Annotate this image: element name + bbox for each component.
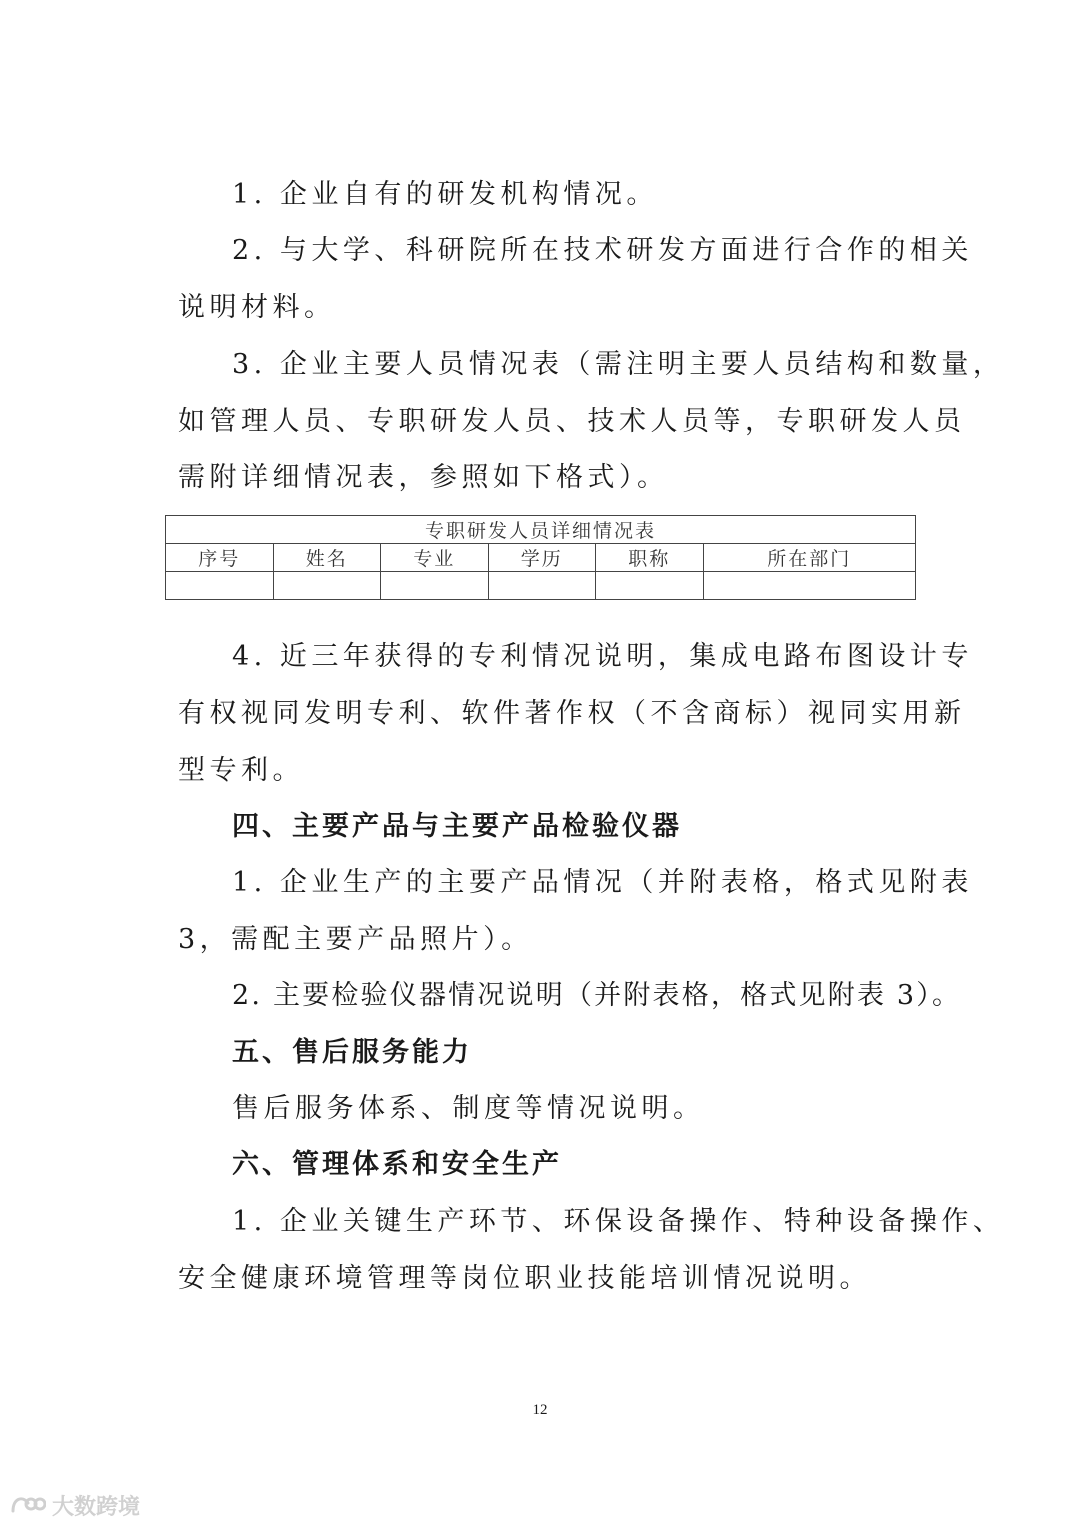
paragraph-5-line-2: 3，需配主要产品照片）。 [178, 924, 533, 955]
paragraph-4-line-3: 型专利。 [178, 755, 304, 786]
staff-detail-table [165, 515, 916, 600]
brand-logo-icon [10, 1491, 46, 1521]
watermark [10, 1490, 140, 1521]
section-heading-5: 五、售后服务能力 [232, 1037, 472, 1068]
column-header-department: 所在部门 [703, 544, 916, 572]
page-number: 12 [532, 1402, 548, 1418]
paragraph-8-line-2: 安全健康环境管理等岗位职业技能培训情况说明。 [178, 1263, 871, 1294]
paragraph-7-line-1: 售后服务体系、制度等情况说明。 [232, 1093, 705, 1124]
section-heading-6: 六、管理体系和安全生产 [232, 1149, 562, 1180]
section-heading-4: 四、主要产品与主要产品检验仪器 [232, 811, 682, 842]
column-header-education: 学历 [488, 544, 596, 572]
paragraph-6-line-1: 2. 主要检验仪器情况说明（并附表格，格式见附表 3）。 [232, 980, 962, 1011]
paragraph-4-line-2: 有权视同发明专利、软件著作权（不含商标）视同实用新 [178, 698, 966, 729]
paragraph-4-line-1: 4. 近三年获得的专利情况说明，集成电路布图设计专 [232, 641, 973, 672]
table-title-row [166, 516, 916, 544]
table-title: 专职研发人员详细情况表 [166, 516, 916, 544]
table-header-row [166, 544, 916, 572]
column-header-index: 序号 [166, 544, 274, 572]
paragraph-3-line-3: 需附详细情况表，参照如下格式）。 [178, 462, 669, 493]
column-header-title: 职称 [596, 544, 704, 572]
paragraph-3-line-2: 如管理人员、专职研发人员、技术人员等，专职研发人员 [178, 406, 966, 437]
paragraph-2-line-2: 说明材料。 [178, 292, 336, 323]
paragraph-1-line-1: 1. 企业自有的研发机构情况。 [232, 179, 658, 210]
paragraph-3-line-1: 3. 企业主要人员情况表（需注明主要人员结构和数量， [232, 349, 1005, 380]
table-cell [273, 572, 381, 600]
paragraph-2-line-1: 2. 与大学、科研院所在技术研发方面进行合作的相关 [232, 235, 973, 266]
watermark-text: 大数跨境 [52, 1495, 141, 1520]
paragraph-8-line-1: 1. 企业关键生产环节、环保设备操作、特种设备操作、 [232, 1206, 1005, 1237]
table-row [166, 572, 916, 600]
table-cell [381, 572, 489, 600]
table-cell [596, 572, 704, 600]
paragraph-5-line-1: 1. 企业生产的主要产品情况（并附表格，格式见附表 [232, 867, 973, 898]
table-cell [488, 572, 596, 600]
column-header-name: 姓名 [273, 544, 381, 572]
column-header-major: 专业 [381, 544, 489, 572]
table-cell [166, 572, 274, 600]
table-cell [703, 572, 916, 600]
